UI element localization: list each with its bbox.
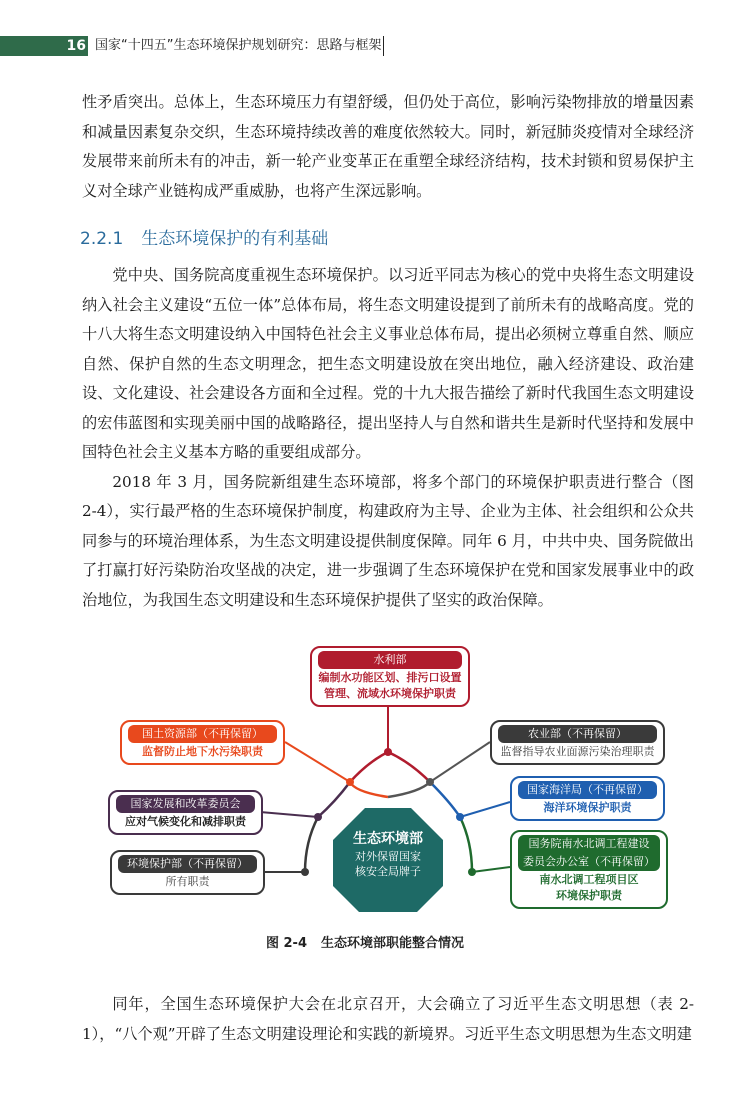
box-ocean-bureau <box>510 776 665 821</box>
center-node <box>333 832 443 879</box>
box-land-title: 国土资源部（不再保留） <box>128 725 277 743</box>
box-snwd-title-line2: 委员会办公室（不再保留） <box>518 853 660 871</box>
running-title: 国家“十四五”生态环境保护规划研究：思路与框架 <box>95 38 382 53</box>
box-ocean-title: 国家海洋局（不再保留） <box>518 781 657 799</box>
paragraph-party-central: 党中央、国务院高度重视生态环境保护。以习近平同志为核心的党中央将生态文明建设纳入社会主义建设“五位一体”总体布局，将生态文明建设提到了前所未有的战略高度。党的十八大将生态文明建设纳入中国特色社会主义事业总体布局，提出必须树立尊重自然、顺应自然、保护自然的生态文明理念，把生态文明建设放在突出地位，融入经济建设、政治建设、文化建设、社会建设各方面和全过程。党的十九大报告描绘了新时代我国生态文明建设的宏伟蓝图和实现美丽中国的战略路径，提出坚持人与自然和谐共生是新时代坚持和发展中国特色社会主义基本方略的重要组成部分。 <box>82 266 694 461</box>
final-paragraph-block <box>82 990 694 1049</box>
box-land-desc: 监督防止地下水污染职责 <box>142 745 263 758</box>
figure-caption <box>0 932 730 951</box>
box-env-desc: 所有职责 <box>165 875 210 888</box>
center-subtitle-line2: 核安全局牌子 <box>355 865 421 878</box>
box-ocean-desc: 海洋环境保护职责 <box>543 801 632 814</box>
section-heading <box>80 224 328 249</box>
center-subtitle-line1: 对外保留国家 <box>355 850 421 863</box>
box-south-north-water <box>510 830 668 909</box>
section-number: 2.2.1 <box>80 229 124 249</box>
box-agri-desc: 监督指导农业面源污染治理职责 <box>500 745 655 758</box>
paragraph-2018: 2018 年 3 月，国务院新组建生态环境部，将多个部门的环境保护职责进行整合（图 2-4），实行最严格的生态环境保护制度，构建政府为主导、企业为主体、社会组织和公众共同参与的环境治理体系，为生态文明建设提供制度保障。同年 6 月，中共中央、国务院做出了打赢打好污染防治攻坚战的决定，进一步强调了生态环境保护在党和国家发展事业中的政治地位，为我国生态文明建设和生态环境保护提供了坚实的政治保障。 <box>82 472 694 609</box>
box-env-title: 环境保护部（不再保留） <box>118 855 257 873</box>
body-paragraphs <box>82 261 694 615</box>
figure-label: 图 2-4 <box>265 936 307 951</box>
box-env-protection-ministry <box>110 850 265 895</box>
page-header <box>0 30 730 70</box>
intro-paragraph-block <box>82 88 694 206</box>
box-agri-title: 农业部（不再保留） <box>498 725 657 743</box>
box-snwd-desc-line2: 环境保护职责 <box>556 889 622 902</box>
box-ndrc <box>108 790 263 835</box>
box-water-ministry <box>310 646 470 707</box>
page-number: 16 <box>66 38 86 54</box>
box-ndrc-title: 国家发展和改革委员会 <box>116 795 255 813</box>
paragraph-conference: 同年，全国生态环境保护大会在北京召开，大会确立了习近平生态文明思想（表 2-1），“八个观”开辟了生态文明建设理论和实践的新境界。习近平生态文明思想为生态文明建 <box>82 995 694 1043</box>
box-land-ministry <box>120 720 285 765</box>
figure-2-4-diagram <box>100 642 660 912</box>
box-snwd-title-line1: 国务院南水北调工程建设 <box>518 835 660 853</box>
figure-caption-title: 生态环境部职能整合情况 <box>321 936 465 951</box>
section-title: 生态环境保护的有利基础 <box>141 229 329 249</box>
box-snwd-desc-line1: 南水北调工程项目区 <box>539 873 639 886</box>
box-water-desc-line1: 编制水功能区划、排污口设置 <box>318 671 462 684</box>
box-agriculture-ministry <box>490 720 665 765</box>
intro-paragraph: 性矛盾突出。总体上，生态环境压力有望舒缓，但仍处于高位，影响污染物排放的增量因素和减量因素复杂交织，生态环境持续改善的难度依然较大。同时，新冠肺炎疫情对全球经济发展带来前所未有的冲击，新一轮产业变革正在重塑全球经济结构，技术封锁和贸易保护主义对全球产业链构成严重威胁，也将产生深远影响。 <box>82 93 694 200</box>
box-water-title: 水利部 <box>318 651 462 669</box>
header-divider <box>383 36 384 56</box>
center-title: 生态环境部 <box>353 831 423 847</box>
box-water-desc-line2: 管理、流域水环境保护职责 <box>324 687 456 700</box>
box-ndrc-desc: 应对气候变化和减排职责 <box>125 815 246 828</box>
